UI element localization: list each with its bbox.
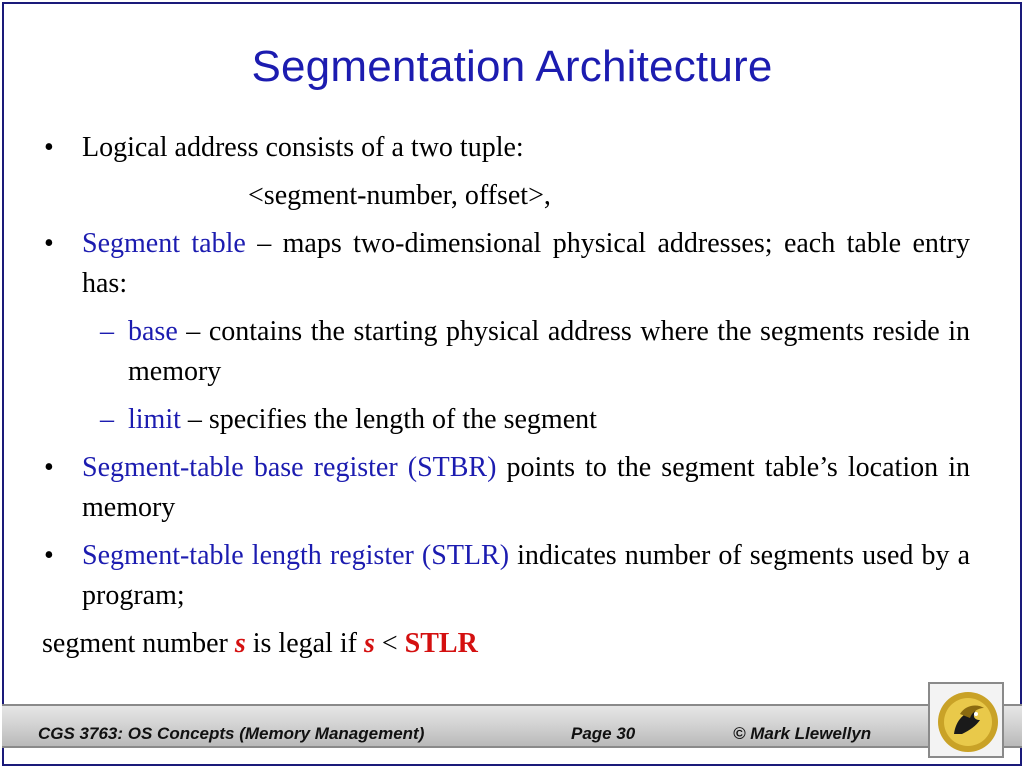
dash-marker: –: [100, 404, 114, 435]
var-s: s: [234, 628, 246, 659]
bullet-segment-table: [42, 224, 970, 304]
term-limit: limit: [128, 404, 181, 435]
bullet-logical-address: [42, 128, 970, 168]
legal-pre: segment number: [42, 628, 235, 659]
subbullet-text: – contains the starting physical address where the segments reside in memory: [128, 316, 970, 387]
slide-content: [42, 128, 970, 664]
subbullet-text: – specifies the length of the segment: [180, 404, 597, 435]
term-stbr: Segment-table base register (STBR): [82, 452, 497, 483]
term-base: base: [128, 316, 178, 347]
bullet-text: points to the segment table’s location in memory: [82, 452, 970, 523]
slide-title: Segmentation Architecture: [251, 42, 773, 91]
bullet-marker: •: [44, 540, 54, 571]
bullet-text: indicates number of segments used by a program;: [82, 540, 970, 611]
var-s: s: [363, 628, 375, 659]
subbullet-limit: [42, 400, 970, 440]
bullet-marker: •: [44, 228, 54, 259]
bullet-stlr: [42, 536, 970, 616]
subbullet-base: [42, 312, 970, 392]
term-stlr: Segment-table length register (STLR): [82, 540, 510, 571]
logo-box: [928, 682, 1004, 758]
legal-condition: [42, 624, 970, 664]
legal-mid: is legal if: [245, 628, 364, 659]
less-than-operator: <: [374, 628, 405, 659]
bullet-stbr: [42, 448, 970, 528]
bullet-marker: •: [44, 452, 54, 483]
register-stlr: STLR: [404, 628, 478, 659]
footer-page-number: Page 30: [571, 724, 636, 743]
footer-copyright: © Mark Llewellyn: [733, 724, 872, 743]
bullet-text: – maps two-dimensional physical addresses; each table entry has:: [82, 228, 970, 299]
ucf-pegasus-logo-icon: [936, 690, 1000, 754]
footer-course: CGS 3763: OS Concepts (Memory Management): [38, 724, 425, 743]
bullet-marker: •: [44, 132, 54, 163]
term-segment-table: Segment table: [82, 228, 246, 259]
bullet-text: Logical address consists of a two tuple:: [82, 132, 524, 163]
address-tuple: <segment-number, offset>,: [248, 180, 551, 211]
dash-marker: –: [100, 316, 114, 347]
